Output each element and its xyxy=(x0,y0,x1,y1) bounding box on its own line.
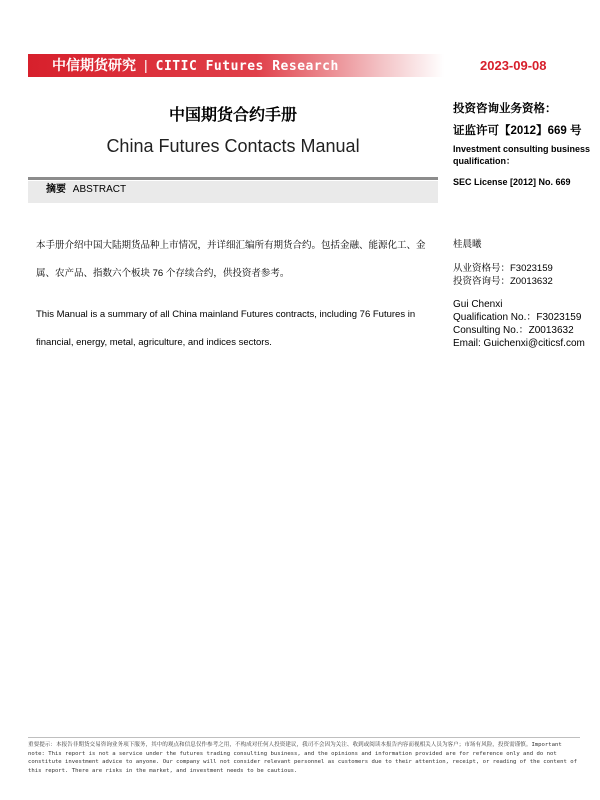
abstract-label-zh: 摘要 xyxy=(46,184,66,195)
qualification-zh xyxy=(453,98,595,142)
author-qualification-en: Qualification No.：F3023159 xyxy=(453,312,582,323)
abstract-paragraph-en: This Manual is a summary of all China mainland Futures contracts, including 76 Futures in financial, energy, metal, agriculture, and indices sectors. xyxy=(36,309,416,348)
abstract-label-en: ABSTRACT xyxy=(72,184,127,195)
title-zh: 中国期货合约手册 xyxy=(168,107,297,124)
footer-disclaimer: 重要提示：本报告非期货交易咨询业务项下服务，其中的观点和信息仅作参考之用，不构成对任何人投资建议，我司不会因为关注、收到或阅读本报告内容而视相关人员为客户；市场有风险，投资需谨慎。Important note: This report is not a service under the futures trading consulting business, and the opinions and information provided are for reference only and do not constitute investment advice to anyone. Our company will not consider relevant personnel as customers due to their attention, receipt, or reading of the content of this report. There are risks in the market, and investment needs to be cautious. xyxy=(28,737,580,775)
author-consulting-zh: 投资咨询号：Z0013632 xyxy=(453,276,553,287)
brand-zh: 中信期货研究 xyxy=(52,57,136,73)
header-banner xyxy=(28,54,444,77)
title-divider xyxy=(28,177,438,180)
author-qualification-zh: 从业资格号：F3023159 xyxy=(453,263,553,274)
author-info-en xyxy=(453,298,595,350)
author-ids-zh xyxy=(453,262,595,288)
qualification-zh-line2: 证监许可【2012】669 号 xyxy=(453,125,582,137)
author-email[interactable]: Email: Guichenxi@citicsf.com xyxy=(453,338,585,349)
brand-en: CITIC Futures Research xyxy=(155,59,339,74)
author-consulting-en: Consulting No.：Z0013632 xyxy=(453,325,574,336)
qualification-zh-line1: 投资咨询业务资格： xyxy=(453,103,557,115)
sec-license: SEC License [2012] No. 669 xyxy=(453,177,571,187)
abstract-paragraph-zh: 本手册介绍中国大陆期货品种上市情况，并详细汇编所有期货合约。包括金融、能源化工、金属、农产品、指数六个板块 76 个存续合约，供投资者参考。 xyxy=(36,240,426,279)
report-date: 2023-09-08 xyxy=(480,58,547,73)
author-name-en: Gui Chenxi xyxy=(453,299,503,310)
abstract-header xyxy=(28,181,438,203)
author-name-zh: 桂晨曦 xyxy=(453,239,482,250)
qualification-en: Investment consulting business qualification： xyxy=(453,144,591,166)
brand-separator: | xyxy=(144,57,148,73)
title-en: China Futures Contacts Manual xyxy=(106,136,360,156)
